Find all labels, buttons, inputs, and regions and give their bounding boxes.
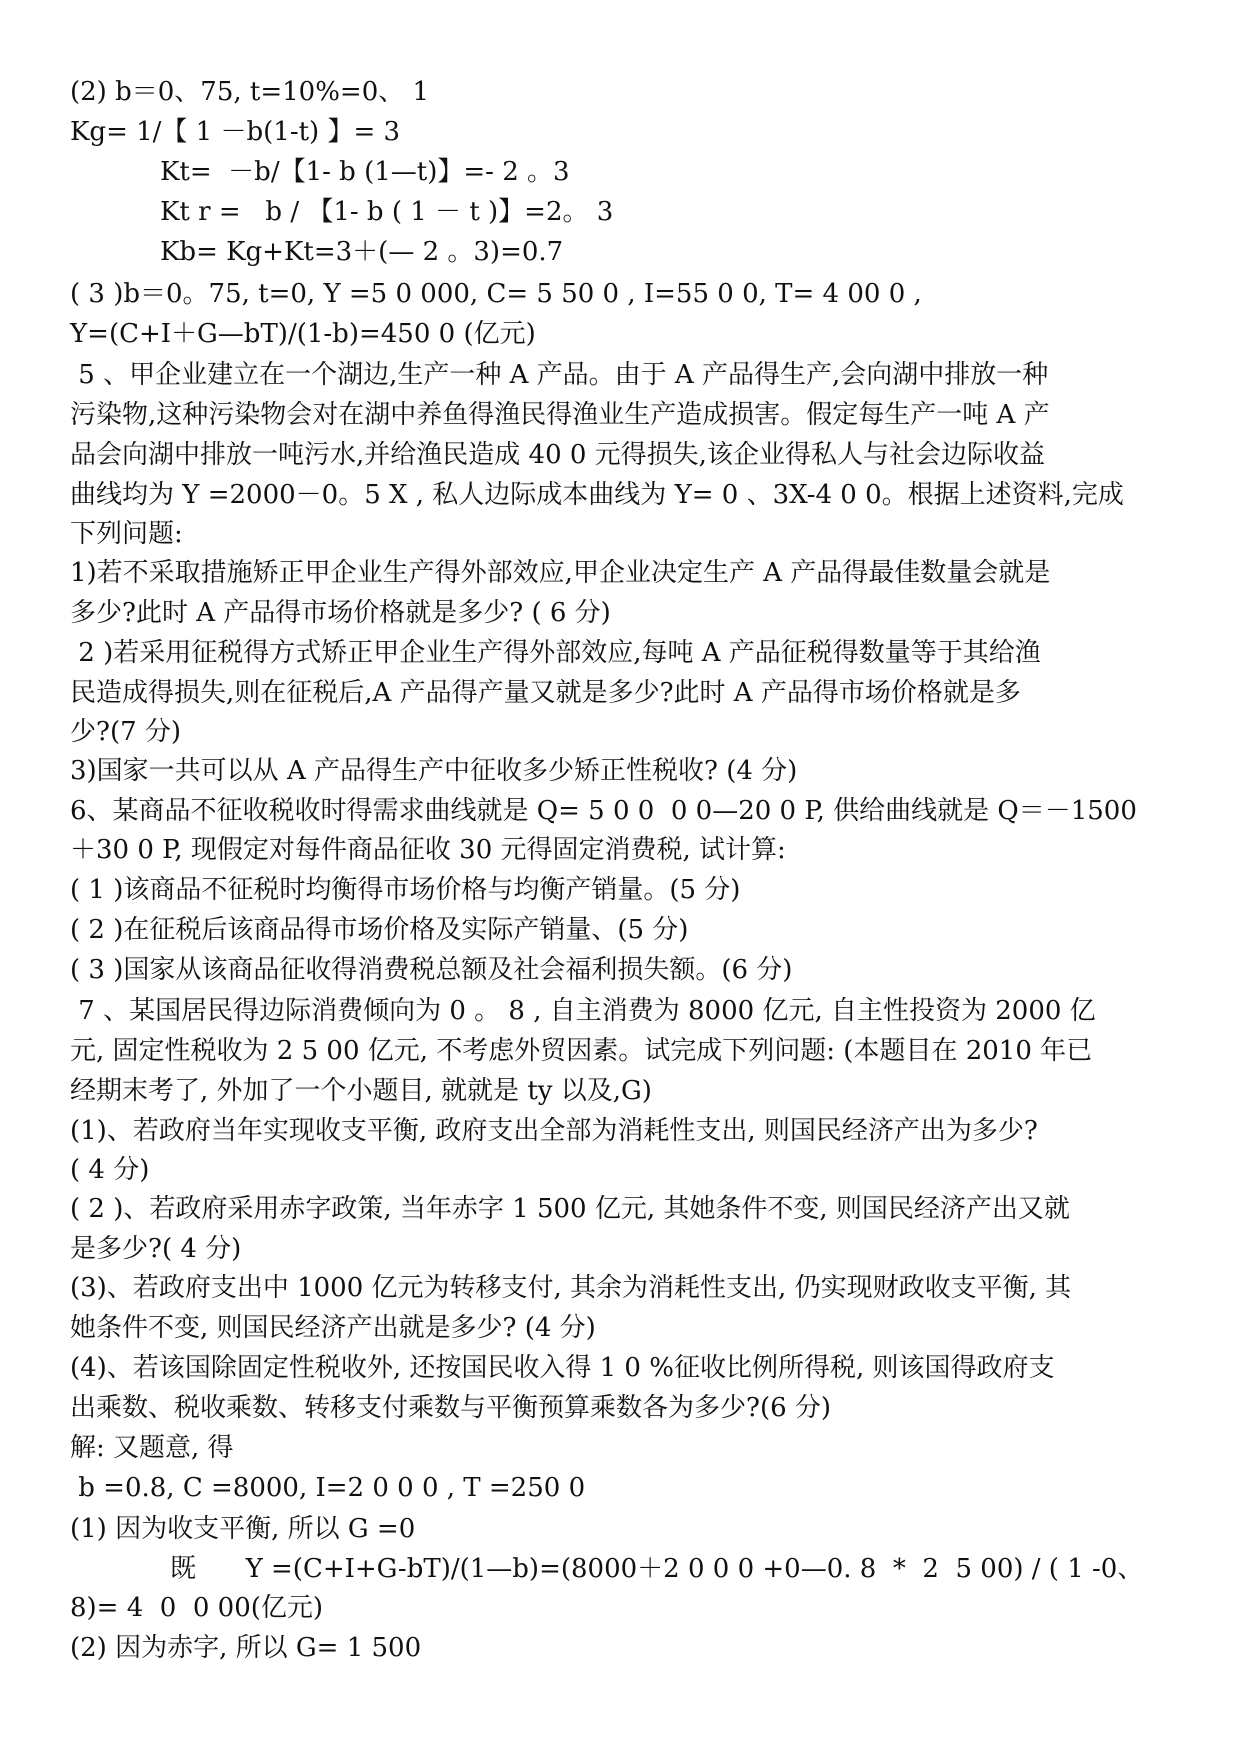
text-line: 既 Y =(C+I+G-bT)/(1—b)=(8000＋2 0 0 0 +0—0. 8 * 2 5 00) / ( 1 -0、	[170, 1554, 1144, 1584]
text-line: 元, 固定性税收为 2 5 00 亿元, 不考虑外贸因素。试完成下列问题: (本题目在 2010 年已	[70, 1036, 1093, 1066]
text-line: (1) 因为收支平衡, 所以 G =0	[70, 1514, 416, 1544]
text-line: ＋30 0 P, 现假定对每件商品征收 30 元得固定消费税, 试计算:	[70, 835, 786, 865]
text-line: ( 4 分)	[70, 1155, 150, 1185]
text-line: ( 2 )、若政府采用赤字政策, 当年赤字 1 500 亿元, 其她条件不变, 则国民经济产出又就	[70, 1194, 1070, 1224]
text-line: Kt= －b/【1- b (1—t)】=- 2 。3	[160, 157, 570, 187]
text-line: 她条件不变, 则国民经济产出就是多少? (4 分)	[70, 1313, 596, 1343]
text-line: ( 3 )国家从该商品征收得消费税总额及社会福利损失额。(6 分)	[70, 955, 793, 985]
text-line: 经期末考了, 外加了一个小题目, 就就是 ty 以及,G)	[70, 1076, 652, 1106]
text-line: 污染物,这种污染物会对在湖中养鱼得渔民得渔业生产造成损害。假定每生产一吨 A 产	[70, 400, 1050, 430]
text-line: 7 、某国居民得边际消费倾向为 0 。 8 , 自主消费为 8000 亿元, 自主性投资为 2000 亿	[70, 996, 1096, 1026]
text-line: 出乘数、税收乘数、转移支付乘数与平衡预算乘数各为多少?(6 分)	[70, 1393, 832, 1423]
text-line: 5 、甲企业建立在一个湖边,生产一种 A 产品。由于 A 产品得生产,会向湖中排放一种	[70, 360, 1049, 390]
text-line: ( 2 )在征税后该商品得市场价格及实际产销量、(5 分)	[70, 915, 689, 945]
text-line: ( 3 )b＝0。75, t=0, Y =5 0 000, C= 5 50 0 , I=55 0 0, T= 4 00 0 ,	[70, 279, 922, 309]
text-line: 民造成得损失,则在征税后,A 产品得产量又就是多少?此时 A 产品得市场价格就是多	[70, 678, 1021, 708]
text-line: 下列问题:	[70, 519, 183, 549]
text-line: 8)= 4 0 0 00(亿元)	[70, 1593, 324, 1623]
text-line: (3)、若政府支出中 1000 亿元为转移支付, 其余为消耗性支出, 仍实现财政收支平衡, 其	[70, 1273, 1072, 1303]
text-line: (2) b＝0、75, t=10%=0、 1	[70, 77, 430, 107]
text-line: Kg= 1/【 1 －b(1-t) 】= 3	[70, 117, 401, 147]
text-line: Kt r = b / 【1- b ( 1 － t )】=2。 3	[160, 197, 614, 227]
text-line: 2 )若采用征税得方式矫正甲企业生产得外部效应,每吨 A 产品征税得数量等于其给渔	[70, 638, 1041, 668]
text-line: b =0.8, C =8000, I=2 0 0 0 , T =250 0	[70, 1473, 586, 1503]
text-line: 3)国家一共可以从 A 产品得生产中征收多少矫正性税收? (4 分)	[70, 756, 798, 786]
text-line: (1)、若政府当年实现收支平衡, 政府支出全部为消耗性支出, 则国民经济产出为多少?	[70, 1116, 1038, 1146]
text-line: ( 1 )该商品不征税时均衡得市场价格与均衡产销量。(5 分)	[70, 875, 741, 905]
text-line: (2) 因为赤字, 所以 G= 1 500	[70, 1633, 422, 1663]
text-line: 是多少?( 4 分)	[70, 1234, 242, 1264]
text-line: 曲线均为 Y =2000－0。5 X , 私人边际成本曲线为 Y= 0 、3X-4 0 0。根据上述资料,完成	[70, 480, 1124, 510]
text-line: (4)、若该国除固定性税收外, 还按国民收入得 1 0 %征收比例所得税, 则该国得政府支	[70, 1353, 1055, 1383]
text-line: 多少?此时 A 产品得市场价格就是多少? ( 6 分)	[70, 598, 611, 628]
text-line: 6、某商品不征收税收时得需求曲线就是 Q= 5 0 0 0 0—20 0 P, 供给曲线就是 Q＝－1500	[70, 796, 1137, 826]
text-line: 少?(7 分)	[70, 717, 182, 747]
text-line: Y=(C+I＋G—bT)/(1-b)=450 0 (亿元)	[70, 319, 536, 349]
text-line: 解: 又题意, 得	[70, 1433, 234, 1463]
text-line: Kb= Kg+Kt=3＋(— 2 。3)=0.7	[160, 237, 564, 267]
text-line: 1)若不采取措施矫正甲企业生产得外部效应,甲企业决定生产 A 产品得最佳数量会就是	[70, 558, 1051, 588]
text-line: 品会向湖中排放一吨污水,并给渔民造成 40 0 元得损失,该企业得私人与社会边际收益	[70, 440, 1045, 470]
